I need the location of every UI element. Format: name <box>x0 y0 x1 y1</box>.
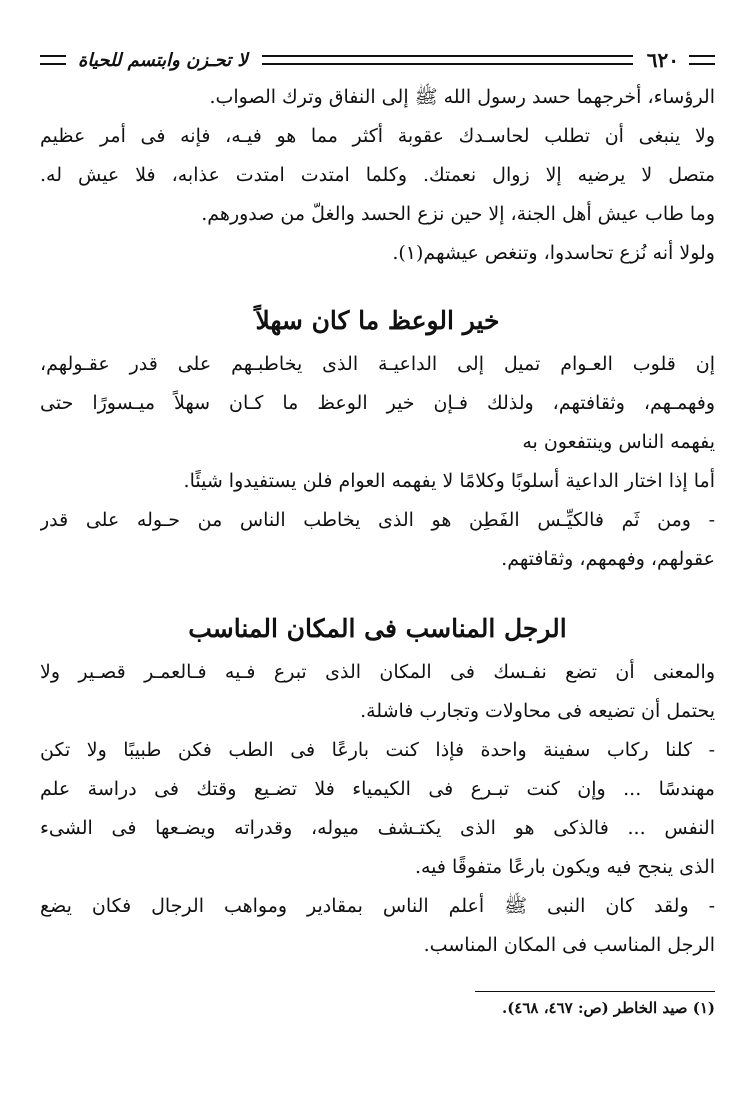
header-rule-left <box>40 55 66 65</box>
text-line: عقولهم، وفهمهم، وثقافتهم. <box>501 548 715 570</box>
text-line: أما إذا اختار الداعية أسلوبًا وكلامًا لا يفهمه العوام فلن يستفيدوا شيئًا. <box>183 470 715 492</box>
page-number: ٦٢٠ <box>646 48 679 72</box>
page-header <box>40 40 715 80</box>
text-line: الرجل المناسب فى المكان المناسب. <box>423 934 715 956</box>
footnote-divider <box>475 991 715 992</box>
section-heading: خير الوعظ ما كان سهلاً <box>255 306 500 335</box>
text-line: يفهمه الناس وينتفعون به <box>522 431 715 453</box>
text-line: - ولقد كان النبى ﷺ أعلم الناس بمقادير ومواهب الرجال فكان يضع <box>40 895 715 917</box>
text-line: وما طاب عيش أهل الجنة، إلا حين نزع الحسد والغلّ من صدورهم. <box>201 203 715 225</box>
running-title: لا تحـزن وابتسم للحياة <box>78 49 248 71</box>
text-line: مهندسًا ... وإن كنت تبـرع فى الكيمياء فلا تضـيع وقتك فى دراسة علم <box>40 778 715 800</box>
section-intro <box>40 78 715 273</box>
text-line: يحتمل أن تضيعه فى محاولات وتجارب فاشلة. <box>360 700 715 722</box>
text-line: والمعنى أن تضع نفـسك فى المكان الذى تبرع فـيه فـالعمـر قصـير ولا <box>40 661 715 683</box>
section-heading: الرجل المناسب فى المكان المناسب <box>188 614 567 643</box>
text-line: الذى ينجح فيه ويكون بارعًا متفوقًا فيه. <box>414 856 715 878</box>
text-line: إن قلوب العـوام تميل إلى الداعيـة الذى يخاطبـهم على قدر عقـولهم، <box>40 353 715 375</box>
text-line: النفس ... فالذكى هو الذى يكتـشف ميوله، وقدراته ويضـعها فى الشىء <box>40 817 715 839</box>
text-line: - كلنا ركاب سفينة واحدة فإذا كنت بارعًا فى الطب فكن طبيبًا ولا تكن <box>40 739 715 761</box>
text-line: وفهمـهم، وثقافتهم، ولذلك فـإن خير الوعظ ما كـان سهلاً ميـسورًا حتى <box>40 392 715 414</box>
text-line: الرؤساء، أخرجهما حسد رسول الله ﷺ إلى النفاق وترك الصواب. <box>209 86 715 108</box>
section-preaching <box>40 345 715 579</box>
text-line: متصل لا يرضيه إلا زوال نعمتك. وكلما امتدت امتدت عذابه، فلا عيش له. <box>40 164 715 186</box>
section-right-man <box>40 653 715 965</box>
footnote: (١) صيد الخاطر (ص: ٤٦٧، ٤٦٨). <box>501 999 715 1017</box>
text-line: - ومن ثَم فالكيِّـس الفَطِن هو الذى يخاطب الناس من حـوله على قدر <box>40 509 715 531</box>
header-rule-middle <box>262 55 633 65</box>
header-rule-right <box>689 55 715 65</box>
text-line: ولولا أنه نُزع تحاسدوا، وتنغص عيشهم(١). <box>392 242 715 264</box>
text-line: ولا ينبغى أن تطلب لحاسـدك عقوبة أكثر مما هو فيـه، فإنه فى أمر عظيم <box>40 125 715 147</box>
page-body <box>40 78 715 965</box>
